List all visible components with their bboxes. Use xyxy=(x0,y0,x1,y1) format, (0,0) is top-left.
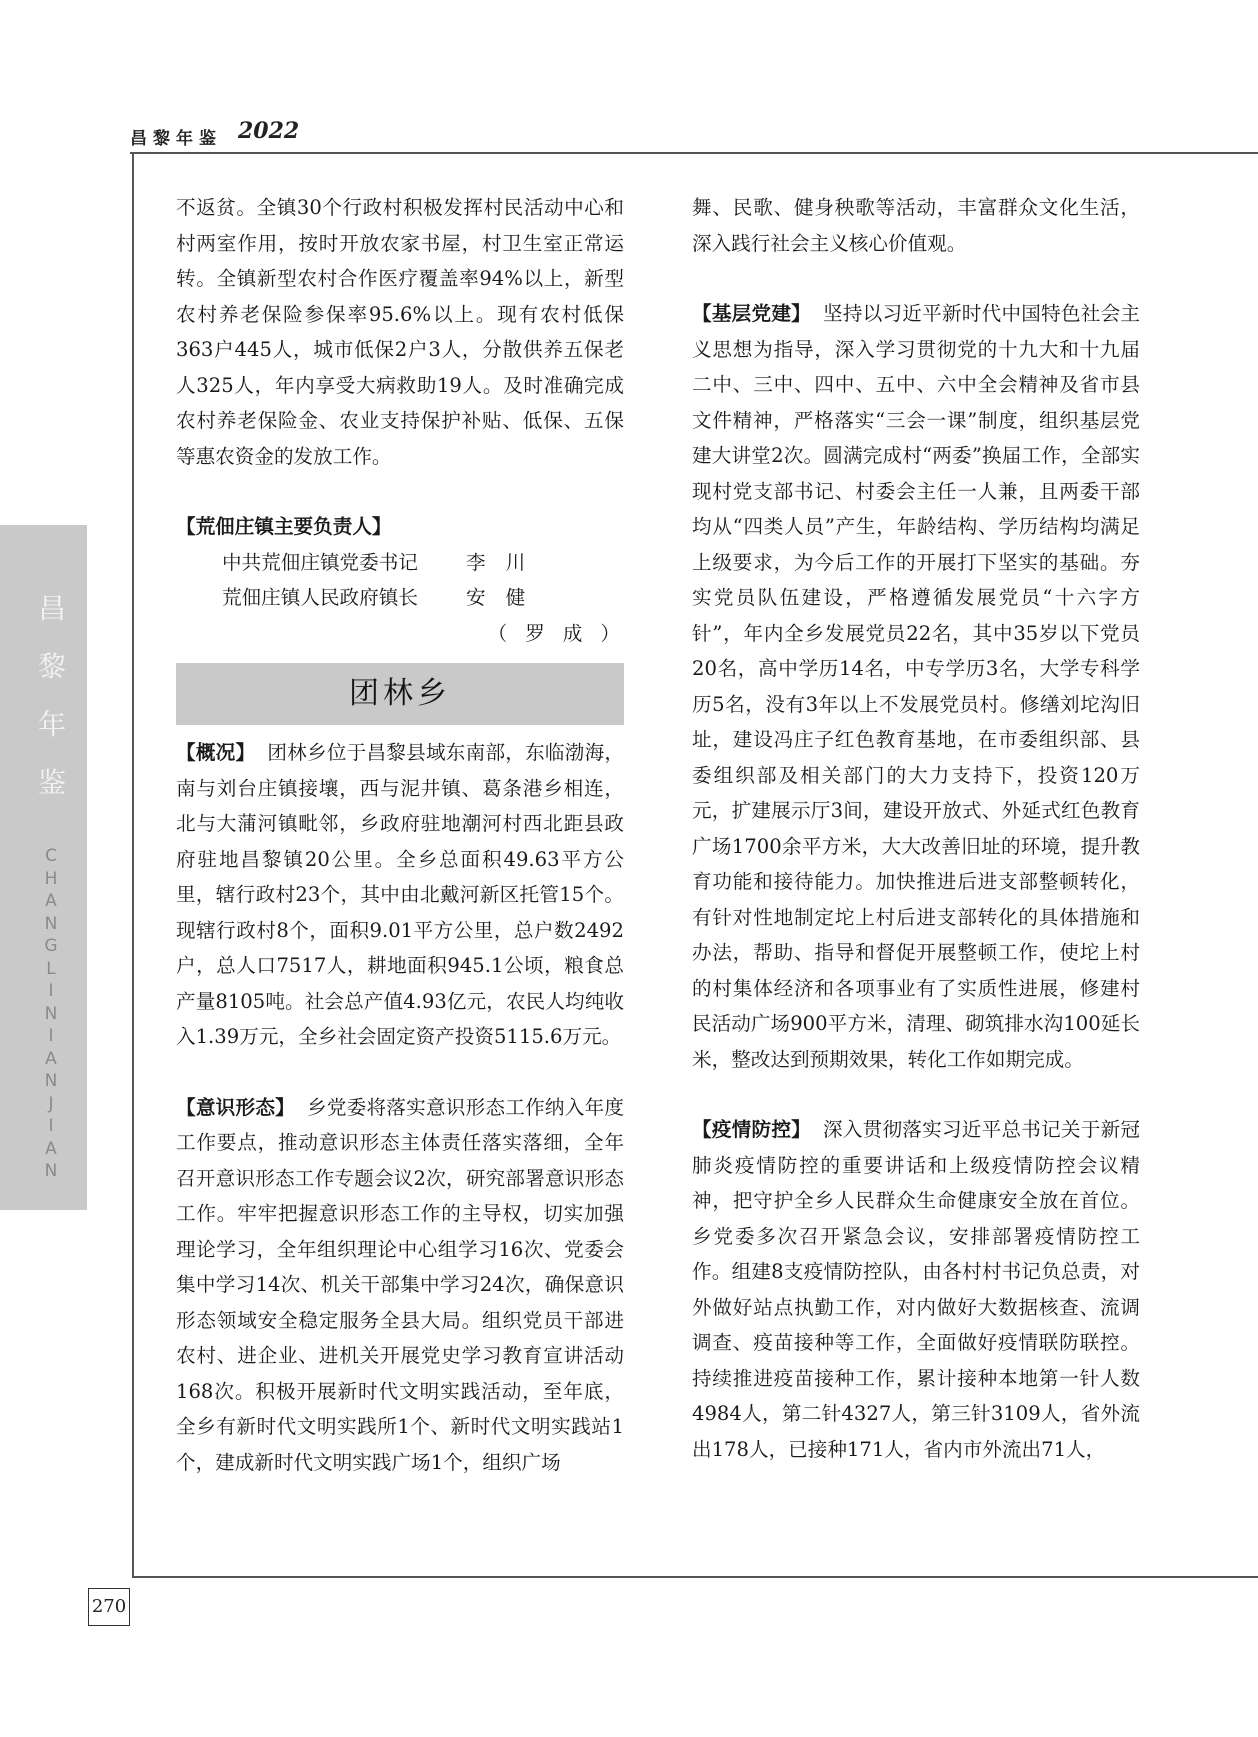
epidemic-text: 深入贯彻落实习近平总书记关于新冠肺炎疫情防控的重要讲话和上级疫情防控会议精神，把守护全乡人民群众生命健康安全放在首位。乡党委多次召开紧急会议，安排部署疫情防控工作。组建8支疫情防控队，由各村村书记负总责，对外做好站点执勤工作，对内做好大数据核查、流调调查、疫苗接种等工作，全面做好疫情联防联控。持续推进疫苗接种工作，累计接种本地第一针人数4984人，第二针4327人，第三针3109人，省外流出178人，已接种171人，省内市外流出71人， xyxy=(692,1118,1141,1461)
side-letter: H xyxy=(44,868,58,889)
side-char: 鉴 xyxy=(37,766,66,799)
side-char: 黎 xyxy=(37,650,66,683)
ideology-tag: 【意识形态】 xyxy=(176,1095,295,1119)
side-letter: N xyxy=(44,1003,58,1024)
epidemic-tag: 【疫情防控】 xyxy=(692,1118,811,1141)
side-char: 年 xyxy=(37,708,66,741)
leaders-heading: 【荒佃庄镇主要负责人】 xyxy=(176,515,392,538)
side-letter: I xyxy=(48,1026,54,1046)
page-number: 270 xyxy=(88,1588,130,1626)
leader-name: 李川 xyxy=(466,550,546,574)
side-letter: N xyxy=(44,1071,58,1091)
author-credit: （罗成） xyxy=(487,621,638,645)
party-building-paragraph xyxy=(692,296,1140,1077)
running-header-title: 昌黎年鉴 xyxy=(130,129,222,149)
leader-name: 安健 xyxy=(466,586,546,609)
side-letter: N xyxy=(44,913,58,934)
intro-paragraph: 不返贫。全镇30个行政村积极发挥村民活动中心和村两室作用，按时开放农家书屋，村卫生室正常运转。全镇新型农村合作医疗覆盖率94%以上，新型农村养老保险参保率95.6%以上。现有农村低保363户445人，城市低保2户3人，分散供养五保老人325人，年内享受大病救助19人。及时准确完成农村养老保险金、农业支持保护补贴、低保、五保等惠农资金的发放工作。 xyxy=(176,196,624,468)
side-letter: G xyxy=(44,936,58,956)
side-letter: N xyxy=(44,1161,58,1181)
side-letter: C xyxy=(45,846,57,866)
epidemic-paragraph xyxy=(692,1112,1140,1467)
leader-role: 荒佃庄镇人民政府镇长 xyxy=(222,586,418,609)
bottom-rule xyxy=(132,1576,1258,1578)
overview-tag: 【概况】 xyxy=(176,741,256,764)
side-char: 昌 xyxy=(37,592,66,625)
party-building-tag: 【基层党建】 xyxy=(692,302,811,325)
side-letter: A xyxy=(45,1138,57,1159)
section-title: 团林乡 xyxy=(176,663,624,725)
side-letter: I xyxy=(48,1116,54,1136)
leader-row xyxy=(176,580,624,616)
left-rule xyxy=(132,152,134,1577)
side-letter: J xyxy=(48,1093,54,1114)
top-rule xyxy=(130,152,1258,154)
overview-paragraph xyxy=(176,735,624,1055)
side-letter: A xyxy=(45,1048,57,1069)
overview-text: 团林乡位于昌黎县域东南部，东临渤海，南与刘台庄镇接壤，西与泥井镇、葛条港乡相连，北与大蒲河镇毗邻，乡政府驻地潮河村西北距县政府驻地昌黎镇20公里。全乡总面积49.63平方公里，辖行政村23个，其中由北戴河新区托管15个。现辖行政村8个，面积9.01平方公里，总户数2492户，总人口7517人，耕地面积945.1公顷，粮食总产量8105吨。社会总产值4.93亿元，农民人均纯收入1.39万元，全乡社会固定资产投资5115.6万元。 xyxy=(176,741,625,1048)
leader-row xyxy=(176,545,624,581)
side-letter: A xyxy=(45,891,57,911)
side-letter: L xyxy=(46,958,56,979)
running-header-year: 2022 xyxy=(238,118,300,144)
ideology-paragraph xyxy=(176,1090,624,1481)
continuation-paragraph: 舞、民歌、健身秧歌等活动，丰富群众文化生活，深入践行社会主义核心价值观。 xyxy=(692,196,1140,255)
leader-role: 中共荒佃庄镇党委书记 xyxy=(222,550,418,574)
side-tab-chinese xyxy=(32,580,72,812)
side-tab-pinyin xyxy=(40,845,62,1183)
side-letter: I xyxy=(48,981,54,1001)
left-column xyxy=(176,190,638,1480)
right-column xyxy=(692,190,1140,1467)
party-building-text: 坚持以习近平新时代中国特色社会主义思想为指导，深入学习贯彻党的十九大和十九届二中、三中、四中、五中、六中全会精神及省市县文件精神，严格落实“三会一课”制度，组织基层党建大讲堂2次。圆满完成村“两委”换届工作，全部实现村党支部书记、村委会主任一人兼，且两委干部均从“四类人员”产生，年龄结构、学历结构均满足上级要求，为今后工作的开展打下坚实的基础。夯实党员队伍建设，严格遵循发展党员“十六字方针”，年内全乡发展党员22名，其中35岁以下党员20名，高中学历14名，中专学历3名，大学专科学历5名，没有3年以上不发展党员村。修缮刘坨沟旧址，建设冯庄子红色教育基地，在市委组织部、县委组织部及相关部门的大力支持下，投资120万元，扩建展示厅3间，建设开放式、外延式红色教育广场1700余平方米，大大改善旧址的环境，提升教育功能和接待能力。加快推进后进支部整顿转化，有针对性地制定坨上村后进支部转化的具体措施和办法，帮助、指导和督促开展整顿工作，使坨上村的村集体经济和各项事业有了实质性进展，修建村民活动广场900平方米，清理、砌筑排水沟100延长米，整改达到预期效果，转化工作如期完成。 xyxy=(692,302,1141,1071)
ideology-text: 乡党委将落实意识形态工作纳入年度工作要点，推动意识形态主体责任落实落细，全年召开意识形态工作专题会议2次，研究部署意识形态工作。牢牢把握意识形态工作的主导权，切实加强理论学习，全年组织理论中心组学习16次、党委会集中学习14次、机关干部集中学习24次，确保意识形态领域安全稳定服务全县大局。组织党员干部进农村、进企业、进机关开展党史学习教育宣讲活动168次。积极开展新时代文明实践活动，至年底，全乡有新时代文明实践所1个、新时代文明实践站1个，建成新时代文明实践广场1个，组织广场 xyxy=(176,1095,625,1474)
